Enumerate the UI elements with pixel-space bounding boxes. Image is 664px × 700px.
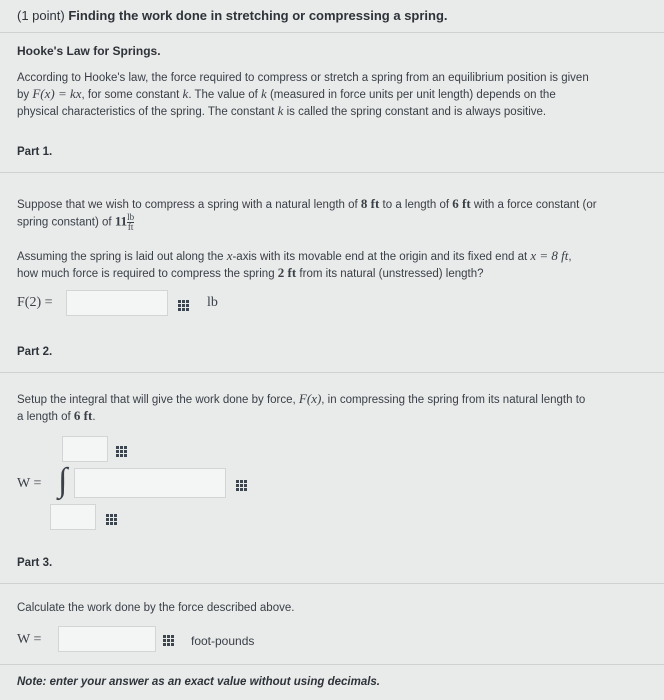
intro-line-3: physical characteristics of the spring. The constant k is called the spring constant and is always positive. [17,103,547,118]
divider [0,372,664,373]
part-1-line-4: how much force is required to compress the spring 2 ft from its natural (unstressed) length? [17,265,484,280]
part-2-line-1: Setup the integral that will give the work done by force, F(x), in compressing the spring from its natural length to [17,391,586,406]
part-3-heading: Part 3. [17,557,53,569]
force-unit: lb [207,295,218,310]
part-1-question [17,196,657,232]
work-answer-input[interactable] [58,626,156,652]
integrand-input[interactable] [74,468,226,498]
part-1-line-1: Suppose that we wish to compress a spring with a natural length of 8 ft to a length of 6 ft with a force constant (or [17,196,597,211]
part-2-question [17,391,657,425]
divider [0,664,664,665]
work-integral-label: W = [17,476,42,491]
grid-icon[interactable] [116,444,127,455]
grid-icon[interactable] [178,298,189,309]
work-unit: foot-pounds [191,634,255,648]
force-answer-input[interactable] [66,290,168,316]
intro-line-2: by F(x) = kx, for some constant k. The value of k (measured in force units per unit length) depends on the [17,86,556,101]
note-text: Note: enter your answer as an exact value without using decimals. [17,676,380,688]
grid-icon[interactable] [163,633,174,644]
lower-limit-input[interactable] [50,504,96,530]
part-3-question: Calculate the work done by the force described above. [17,602,295,614]
divider [0,583,664,584]
part-2-heading: Part 2. [17,346,53,358]
part-2-line-2: a length of 6 ft. [17,408,96,423]
problem-title [17,8,448,23]
part-1-line-3: Assuming the spring is laid out along the x-axis with its movable end at the origin and its fixed end at x = 8 ft, [17,248,572,263]
title-text: Finding the work done in stretching or compressing a spring. [68,8,448,23]
k-units-fraction: $\frac{lb}{ft}$ [127,212,135,232]
integral-sign: ∫ [58,462,68,499]
work-answer-label: W = [17,632,42,647]
divider [0,32,664,33]
grid-icon[interactable] [106,512,117,523]
section-title: Hooke's Law for Springs. [17,44,161,58]
grid-icon[interactable] [236,478,247,489]
part-1-heading: Part 1. [17,146,53,158]
part-1-line-2: spring constant) of 11 $\frac{lb}{ft}$ [17,212,135,232]
intro-line-1: According to Hooke's law, the force required to compress or stretch a spring from an equilibrium position is given [17,72,589,84]
upper-limit-input[interactable] [62,436,108,462]
force-answer-label: F(2) = [17,295,53,310]
divider [0,172,664,173]
hooke-formula: F(x) = kx [32,86,82,101]
intro-paragraph [17,70,657,120]
points-label: (1 point) [17,8,65,23]
part-1-question-2 [17,248,657,282]
